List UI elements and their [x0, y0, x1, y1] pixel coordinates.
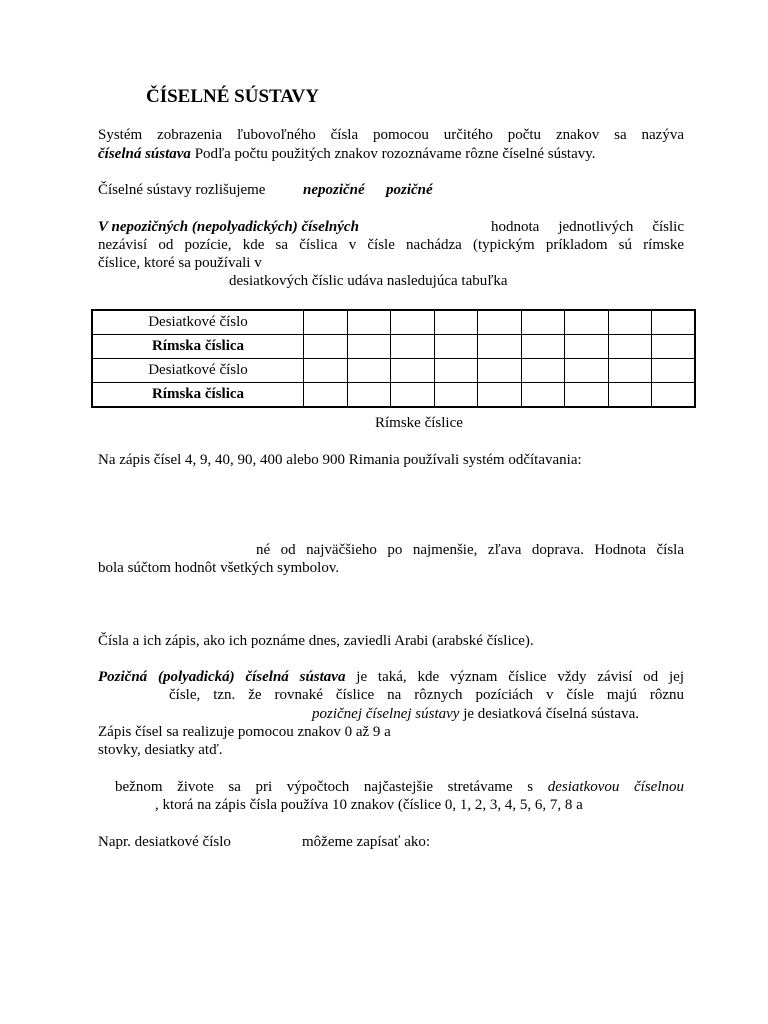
table-cell: [608, 335, 652, 359]
p6-text: Čísla a ich zápis, ako ich poznáme dnes, zaviedli Arabi (arabské číslice).: [98, 633, 534, 649]
table-cell: [652, 359, 696, 383]
term-pozicne: pozičné: [386, 182, 433, 198]
table-cell: [521, 310, 565, 335]
page-title: ČÍSELNÉ SÚSTAVY: [146, 86, 320, 107]
table-cell: [347, 335, 391, 359]
term-ciselna-sustava: číselná sústava: [98, 146, 191, 162]
p5-line2: bola súčtom hodnôt všetkých symbolov.: [98, 560, 340, 576]
term-desiatkovou: desiatkovou číselnou: [547, 779, 684, 795]
table-cell: [347, 359, 391, 383]
table-cell: [478, 335, 522, 359]
p7-line1: [98, 668, 684, 686]
table-cell: [304, 383, 348, 408]
p4-text: Na zápis čísel 4, 9, 40, 90, 400 alebo 900 Rimania používali systém odčítavania:: [98, 452, 582, 468]
table-cell: [391, 359, 435, 383]
table-cell: [521, 335, 565, 359]
p1-line2: [98, 145, 596, 163]
table-cell: [521, 359, 565, 383]
term-nepozicne: nepozičné: [303, 182, 365, 198]
p8-line1: [115, 778, 684, 796]
table-cell: [652, 310, 696, 335]
table-cell: [565, 310, 609, 335]
p1-line2-rest: Podľa počtu použitých znakov rozoznávame rôzne číselné sústavy.: [190, 146, 596, 162]
table-cell: [565, 383, 609, 408]
p7-line2: čísle, tzn. že rovnaké číslice na rôznych pozíciách v čísle majú rôznu: [169, 687, 684, 703]
row-label: Rímska číslica: [92, 383, 304, 408]
p7-line5: stovky, desiatky atď.: [98, 742, 223, 758]
table-cell: [521, 383, 565, 408]
row-label: Desiatkové číslo: [92, 310, 304, 335]
table-row: [92, 359, 695, 383]
table-cell: [304, 335, 348, 359]
row-label: Desiatkové číslo: [92, 359, 304, 383]
p7-line1-rest: je taká, kde význam číslice vždy závisí od jej: [345, 669, 684, 685]
table-cell: [608, 359, 652, 383]
p3-line2: nezávisí od pozície, kde sa číslica v čísle nachádza (typickým príkladom sú rímske: [98, 237, 684, 253]
table-cell: [304, 310, 348, 335]
table-cell: [347, 383, 391, 408]
p3-line3: číslice, ktoré sa používali v: [98, 255, 262, 271]
table-cell: [391, 335, 435, 359]
roman-numeral-table: [91, 309, 696, 408]
p7-line3-rest: je desiatková číselná sústava.: [459, 706, 639, 722]
table-cell: [434, 335, 478, 359]
p1-line1: Systém zobrazenia ľubovoľného čísla pomocou určitého počtu znakov sa nazýva: [98, 127, 684, 143]
table-cell: [391, 383, 435, 408]
p9-part2: môžeme zapísať ako:: [302, 834, 431, 850]
table-cell: [565, 335, 609, 359]
p5-line1: né od najväčšieho po najmenšie, zľava doprava. Hodnota čísla: [256, 542, 684, 558]
row-label: Rímska číslica: [92, 335, 304, 359]
table-cell: [478, 359, 522, 383]
p9-part1: Napr. desiatkové číslo: [98, 834, 231, 850]
table-row: [92, 383, 695, 408]
table-cell: [391, 310, 435, 335]
table-cell: [478, 310, 522, 335]
table-cell: [652, 335, 696, 359]
table-row: [92, 335, 695, 359]
table-cell: [347, 310, 391, 335]
p7-line3: [312, 705, 639, 723]
p3-line1-rest: hodnota jednotlivých číslic: [491, 219, 684, 235]
p8-line1-pre: bežnom živote sa pri výpočtoch najčastejšie stretávame s: [115, 779, 548, 795]
table-caption: Rímske číslice: [375, 415, 463, 431]
term-pozicna-sustava: Pozičná (polyadická) číselná sústava: [98, 669, 346, 685]
p2-text: Číselné sústavy rozlišujeme: [98, 182, 266, 198]
table-cell: [434, 310, 478, 335]
p7-line4: Zápis čísel sa realizuje pomocou znakov 0 až 9 a: [98, 724, 391, 740]
p3-line1-term: V nepozičných (nepolyadických) číselných: [98, 219, 359, 235]
table-cell: [565, 359, 609, 383]
table-cell: [434, 359, 478, 383]
table-cell: [608, 383, 652, 408]
table-row: [92, 310, 695, 335]
table-cell: [304, 359, 348, 383]
table-cell: [652, 383, 696, 408]
table-cell: [478, 383, 522, 408]
table-cell: [608, 310, 652, 335]
term-pozicnej-sustavy: pozičnej číselnej sústavy: [312, 706, 460, 722]
table-cell: [434, 383, 478, 408]
p3-line4: desiatkových číslic udáva nasledujúca tabuľka: [229, 273, 508, 289]
p8-line2: , ktorá na zápis čísla používa 10 znakov (číslice 0, 1, 2, 3, 4, 5, 6, 7, 8 a: [155, 797, 583, 813]
